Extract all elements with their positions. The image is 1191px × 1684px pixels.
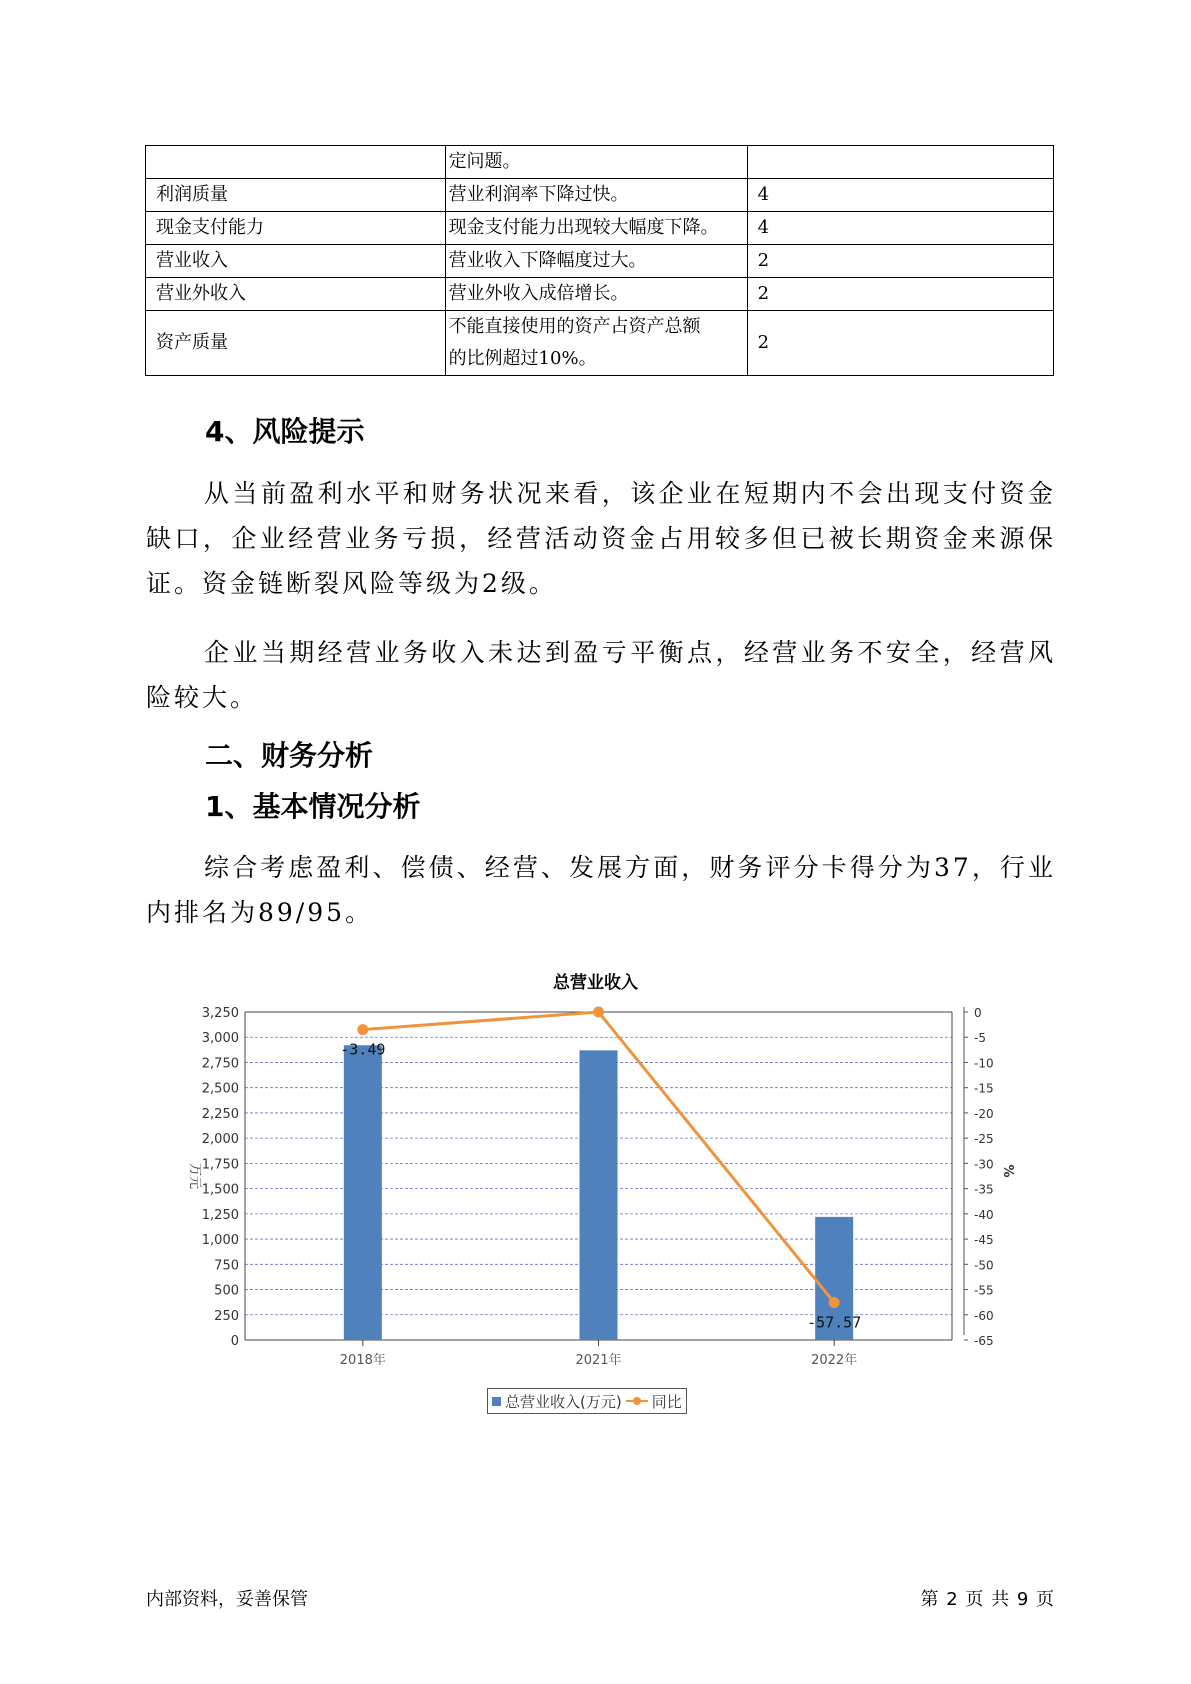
footer-confidential: 内部资料，妥善保管 [146,1589,308,1610]
legend-label-line: 同比 [651,1392,682,1411]
line-legend-marker-icon [626,1396,648,1406]
y2-tick-label: -45 [974,1233,994,1248]
chart-legend [487,1388,687,1414]
x-tick-label: 2018年 [339,1353,386,1368]
table-cell-score: 2 [747,245,1053,278]
x-tick-label: 2021年 [575,1353,622,1368]
table-cell-desc-line: 的比例超过10%。 [448,348,597,369]
table-cell-desc: 营业收入下降幅度过大。 [445,245,747,278]
y-tick-label: 750 [214,1258,239,1274]
y-tick-label: 3,250 [201,1006,239,1021]
y-tick-label: 2,250 [201,1106,239,1122]
paragraph-finance: 综合考虑盈利、偿债、经营、发展方面，财务评分卡得分为37，行业内排名为89/95。 [146,853,1056,927]
section-heading-risk: 4、风险提示 [205,415,365,448]
section-heading-finance: 二、财务分析 [205,739,374,772]
y-tick-label: 1,250 [201,1207,239,1223]
chart-title: 总营业收入 [553,973,638,993]
y-tick-label: 2,000 [201,1132,239,1148]
y-tick-label: 500 [214,1283,239,1299]
table-cell-score: 2 [747,311,1053,376]
y2-axis-title: % [1000,1164,1015,1178]
table-cell-desc: 营业利润率下降过快。 [445,179,747,212]
y2-tick-label: -50 [974,1258,994,1273]
table-cell-item: 资产质量 [146,311,446,376]
table-cell-item: 现金支付能力 [146,212,446,245]
y-tick-label: 1,500 [201,1182,239,1198]
y2-tick-label: -5 [974,1031,986,1046]
y-tick-label: 3,000 [201,1031,239,1047]
bar-legend-swatch [492,1397,501,1406]
y2-tick-label: -60 [974,1308,994,1323]
y2-tick-label: -25 [974,1132,994,1147]
paragraph-risk-2: 企业当期经营业务收入未达到盈亏平衡点，经营业务不安全，经营风险较大。 [146,638,1056,712]
yoy-point [357,1024,368,1035]
y2-tick-label: -35 [974,1182,994,1197]
legend-label-bar: 总营业收入(万元) [505,1392,622,1411]
y-tick-label: 2,500 [201,1081,239,1097]
x-tick-label: 2022年 [811,1353,858,1368]
y2-tick-label: -65 [974,1334,994,1348]
bar [580,1050,618,1340]
y-tick-label: 0 [230,1334,239,1349]
table-cell-score: 2 [747,278,1053,311]
y2-tick-label: -15 [974,1081,994,1096]
table-cell-desc: 营业外收入成倍增长。 [445,278,747,311]
y-tick-label: 1,000 [201,1233,239,1249]
data-label: -57.57 [807,1313,862,1332]
table-cell-desc: 定问题。 [445,146,747,179]
sub-heading-basic: 1、基本情况分析 [205,790,421,823]
table-cell-item: 利润质量 [146,179,446,212]
paragraph-risk-1: 从当前盈利水平和财务状况来看，该企业在短期内不会出现支付资金缺口，企业经营业务亏损，经营活动资金占用较多但已被长期资金来源保证。资金链断裂风险等级为2级。 [146,479,1056,598]
y-tick-label: 2,750 [201,1056,239,1072]
table-cell-desc: 现金支付能力出现较大幅度下降。 [445,212,747,245]
yoy-point [593,1007,604,1018]
yoy-point [829,1297,840,1308]
y2-tick-label: -55 [974,1283,994,1298]
data-label: -3.49 [340,1040,386,1059]
table-cell-score: 4 [747,212,1053,245]
table-cell-item: 营业外收入 [146,278,446,311]
footer-page-number: 第 2 页 共 9 页 [920,1589,1055,1610]
y-tick-label: 1,750 [201,1157,239,1173]
y2-tick-label: -10 [974,1056,994,1071]
y2-tick-label: 0 [974,1006,982,1020]
bar [344,1045,382,1340]
y2-tick-label: -30 [974,1157,994,1172]
table-cell-score: 4 [747,179,1053,212]
y-tick-label: 250 [214,1308,239,1324]
table-cell-item: 营业收入 [146,245,446,278]
y2-tick-label: -20 [974,1106,994,1121]
table-cell-desc-line: 不能直接使用的资产占资产总额 [448,316,701,337]
y-axis-title: 万元 [187,1162,202,1190]
y2-tick-label: -40 [974,1207,994,1222]
